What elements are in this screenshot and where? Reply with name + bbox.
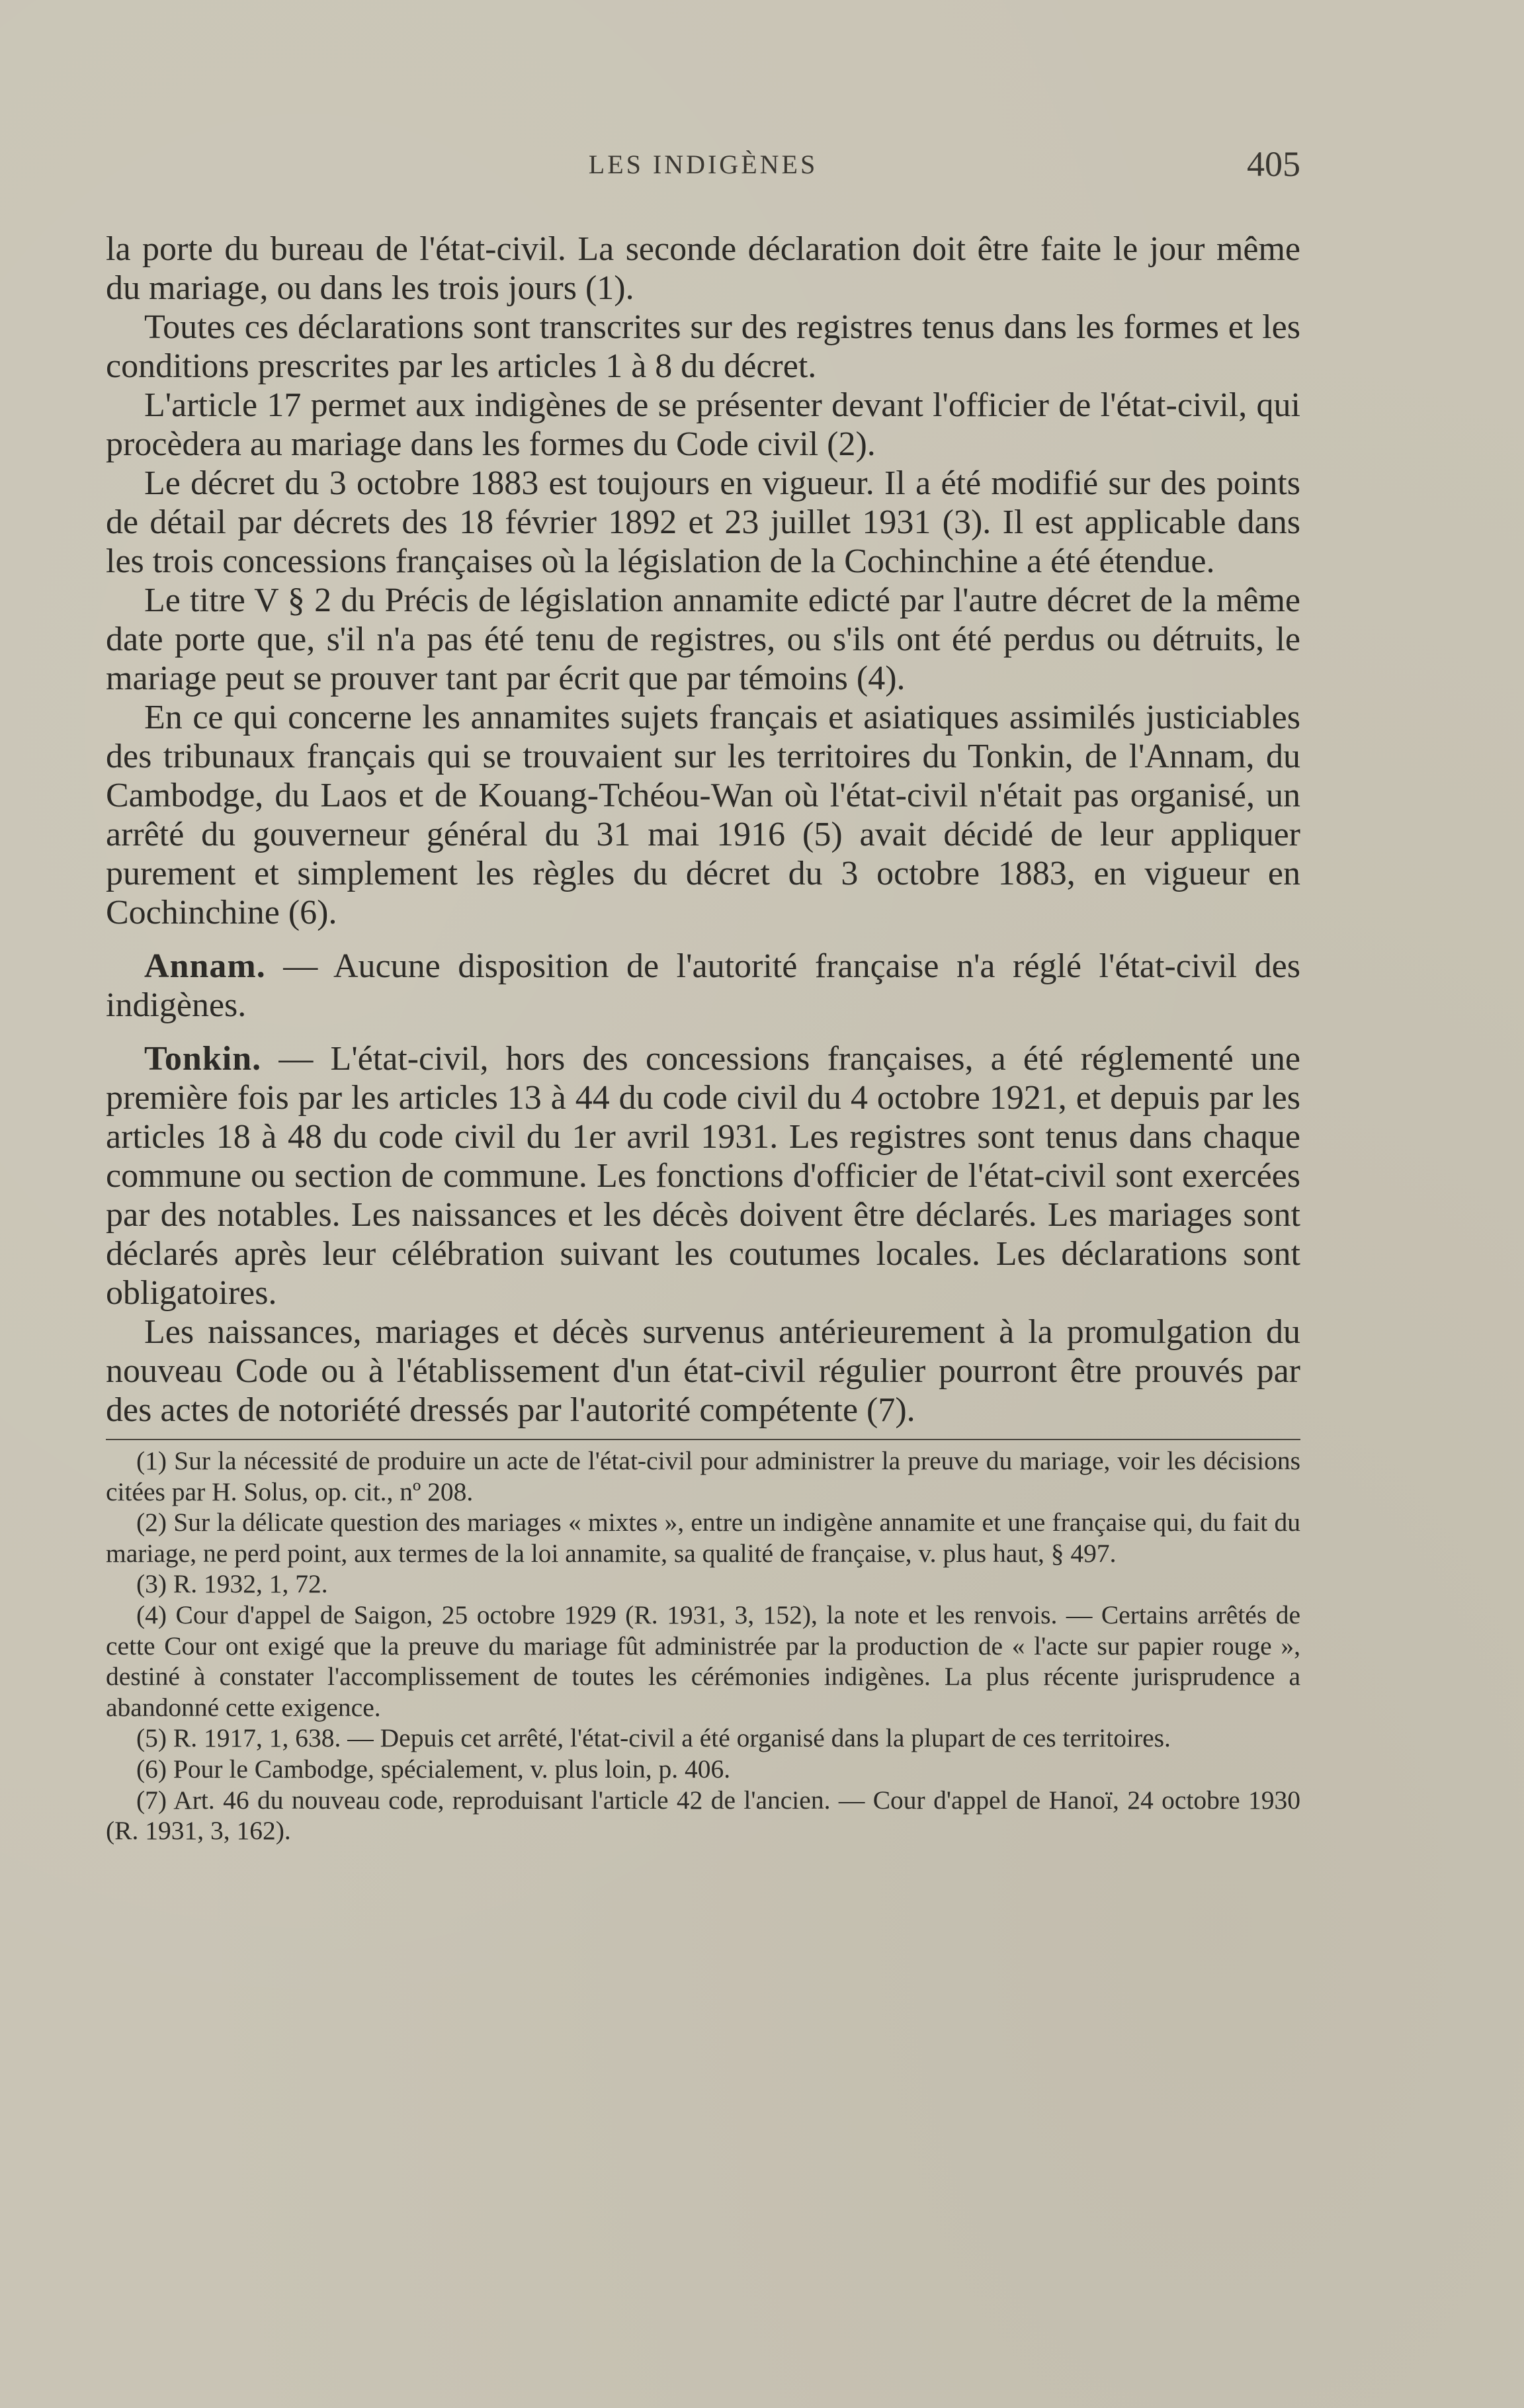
paragraph-1: la porte du bureau de l'état-civil. La seconde déclaration doit être faite le jour même du mariage, ou dans les trois jours (1). [106,230,1300,307]
body-text [106,230,1300,1430]
book-page [106,142,1300,1846]
running-head [106,142,1300,189]
paragraph-4: Le décret du 3 octobre 1883 est toujours en vigueur. Il a été modifié sur des points de détail par décrets des 18 février 1892 et 23 juillet 1931 (3). Il est applicable dans les trois concessions françaises où la législation de la Cochinchine a été étendue. [106,464,1300,580]
paragraph-3: L'article 17 permet aux indigènes de se présenter devant l'officier de l'état-civil, qui procèdera au mariage dans les formes du Code civil (2). [106,386,1300,463]
tonkin-text: — L'état-civil, hors des concessions françaises, a été réglementé une première fois par les articles 13 à 44 du code civil du 4 octobre 1921, et depuis par les articles 18 à 48 du code civil du 1er avril 1931. Les registres sont tenus dans chaque commune ou section de commune. Les fonctions d'officier de l'état-civil sont exercées par des notables. Les naissances et les décès doivent être déclarés. Les mariages sont déclarés après leur célébration suivant les coutumes locales. Les déclarations sont obligatoires. [106,1040,1301,1312]
footnote-4: (4) Cour d'appel de Saigon, 25 octobre 1929 (R. 1931, 3, 152), la note et les renvois. — Certains arrêtés de cette Cour ont exigé que la preuve du mariage fût administrée par la production de « l'acte sur papier rouge », destiné à constater l'accomplissement de toutes les cérémonies indigènes. La plus récente jurisprudence a abandonné cette exigence. [106,1600,1300,1722]
footnote-2: (2) Sur la délicate question des mariages « mixtes », entre un indigène annamite et une française qui, du fait du mariage, ne perd point, aux termes de la loi annamite, sa qualité de française, v. plus haut, § 497. [106,1508,1300,1568]
paragraph-5: Le titre V § 2 du Précis de législation annamite edicté par l'autre décret de la même date porte que, s'il n'a pas été tenu de registres, ou s'ils ont été perdus ou détruits, le mariage peut se prouver tant par écrit que par témoins (4). [106,581,1300,697]
page-number: 405 [1247,144,1300,184]
tonkin-heading: Tonkin. [144,1040,262,1078]
footnote-5: (5) R. 1917, 1, 638. — Depuis cet arrêté, l'état-civil a été organisé dans la plupart de ces territoires. [136,1723,1171,1753]
paragraph-6: En ce qui concerne les annamites sujets français et asiatiques assimilés justiciables des tribunaux français qui se trouvaient sur les territoires du Tonkin, de l'Annam, du Cambodge, du Laos et de Kouang-Tchéou-Wan où l'état-civil n'était pas organisé, un arrêté du gouverneur général du 31 mai 1916 (5) avait décidé de leur appliquer purement et simplement les règles du décret du 3 octobre 1883, en vigueur en Cochinchine (6). [106,699,1300,931]
paragraph-2: Toutes ces déclarations sont transcrites sur des registres tenus dans les formes et les conditions prescrites par les articles 1 à 8 du décret. [106,308,1300,385]
footnote-6: (6) Pour le Cambodge, spécialement, v. plus loin, p. 406. [136,1754,731,1784]
tonkin-section [106,1039,1300,1312]
tonkin-paragraph-2: Les naissances, mariages et décès survenus antérieurement à la promulgation du nouveau Code ou à l'établissement d'un état-civil régulier pourront être prouvés par des actes de notoriété dressés par l'autorité compétente (7). [106,1313,1300,1429]
footnote-7: (7) Art. 46 du nouveau code, reproduisant l'article 42 de l'ancien. — Cour d'appel de Hanoï, 24 octobre 1930 (R. 1931, 3, 162). [106,1785,1300,1846]
annam-text: — Aucune disposition de l'autorité française n'a réglé l'état-civil des indigènes. [106,947,1301,1024]
footnotes [106,1445,1300,1846]
footnote-3: (3) R. 1932, 1, 72. [136,1569,328,1599]
footnote-1: (1) Sur la nécessité de produire un acte de l'état-civil pour administrer la preuve du mariage, voir les décisions citées par H. Solus, op. cit., nº 208. [106,1446,1300,1506]
footnote-rule [106,1439,1300,1440]
annam-section [106,947,1300,1025]
running-title: LES INDIGÈNES [588,150,818,179]
annam-heading: Annam. [144,947,266,985]
